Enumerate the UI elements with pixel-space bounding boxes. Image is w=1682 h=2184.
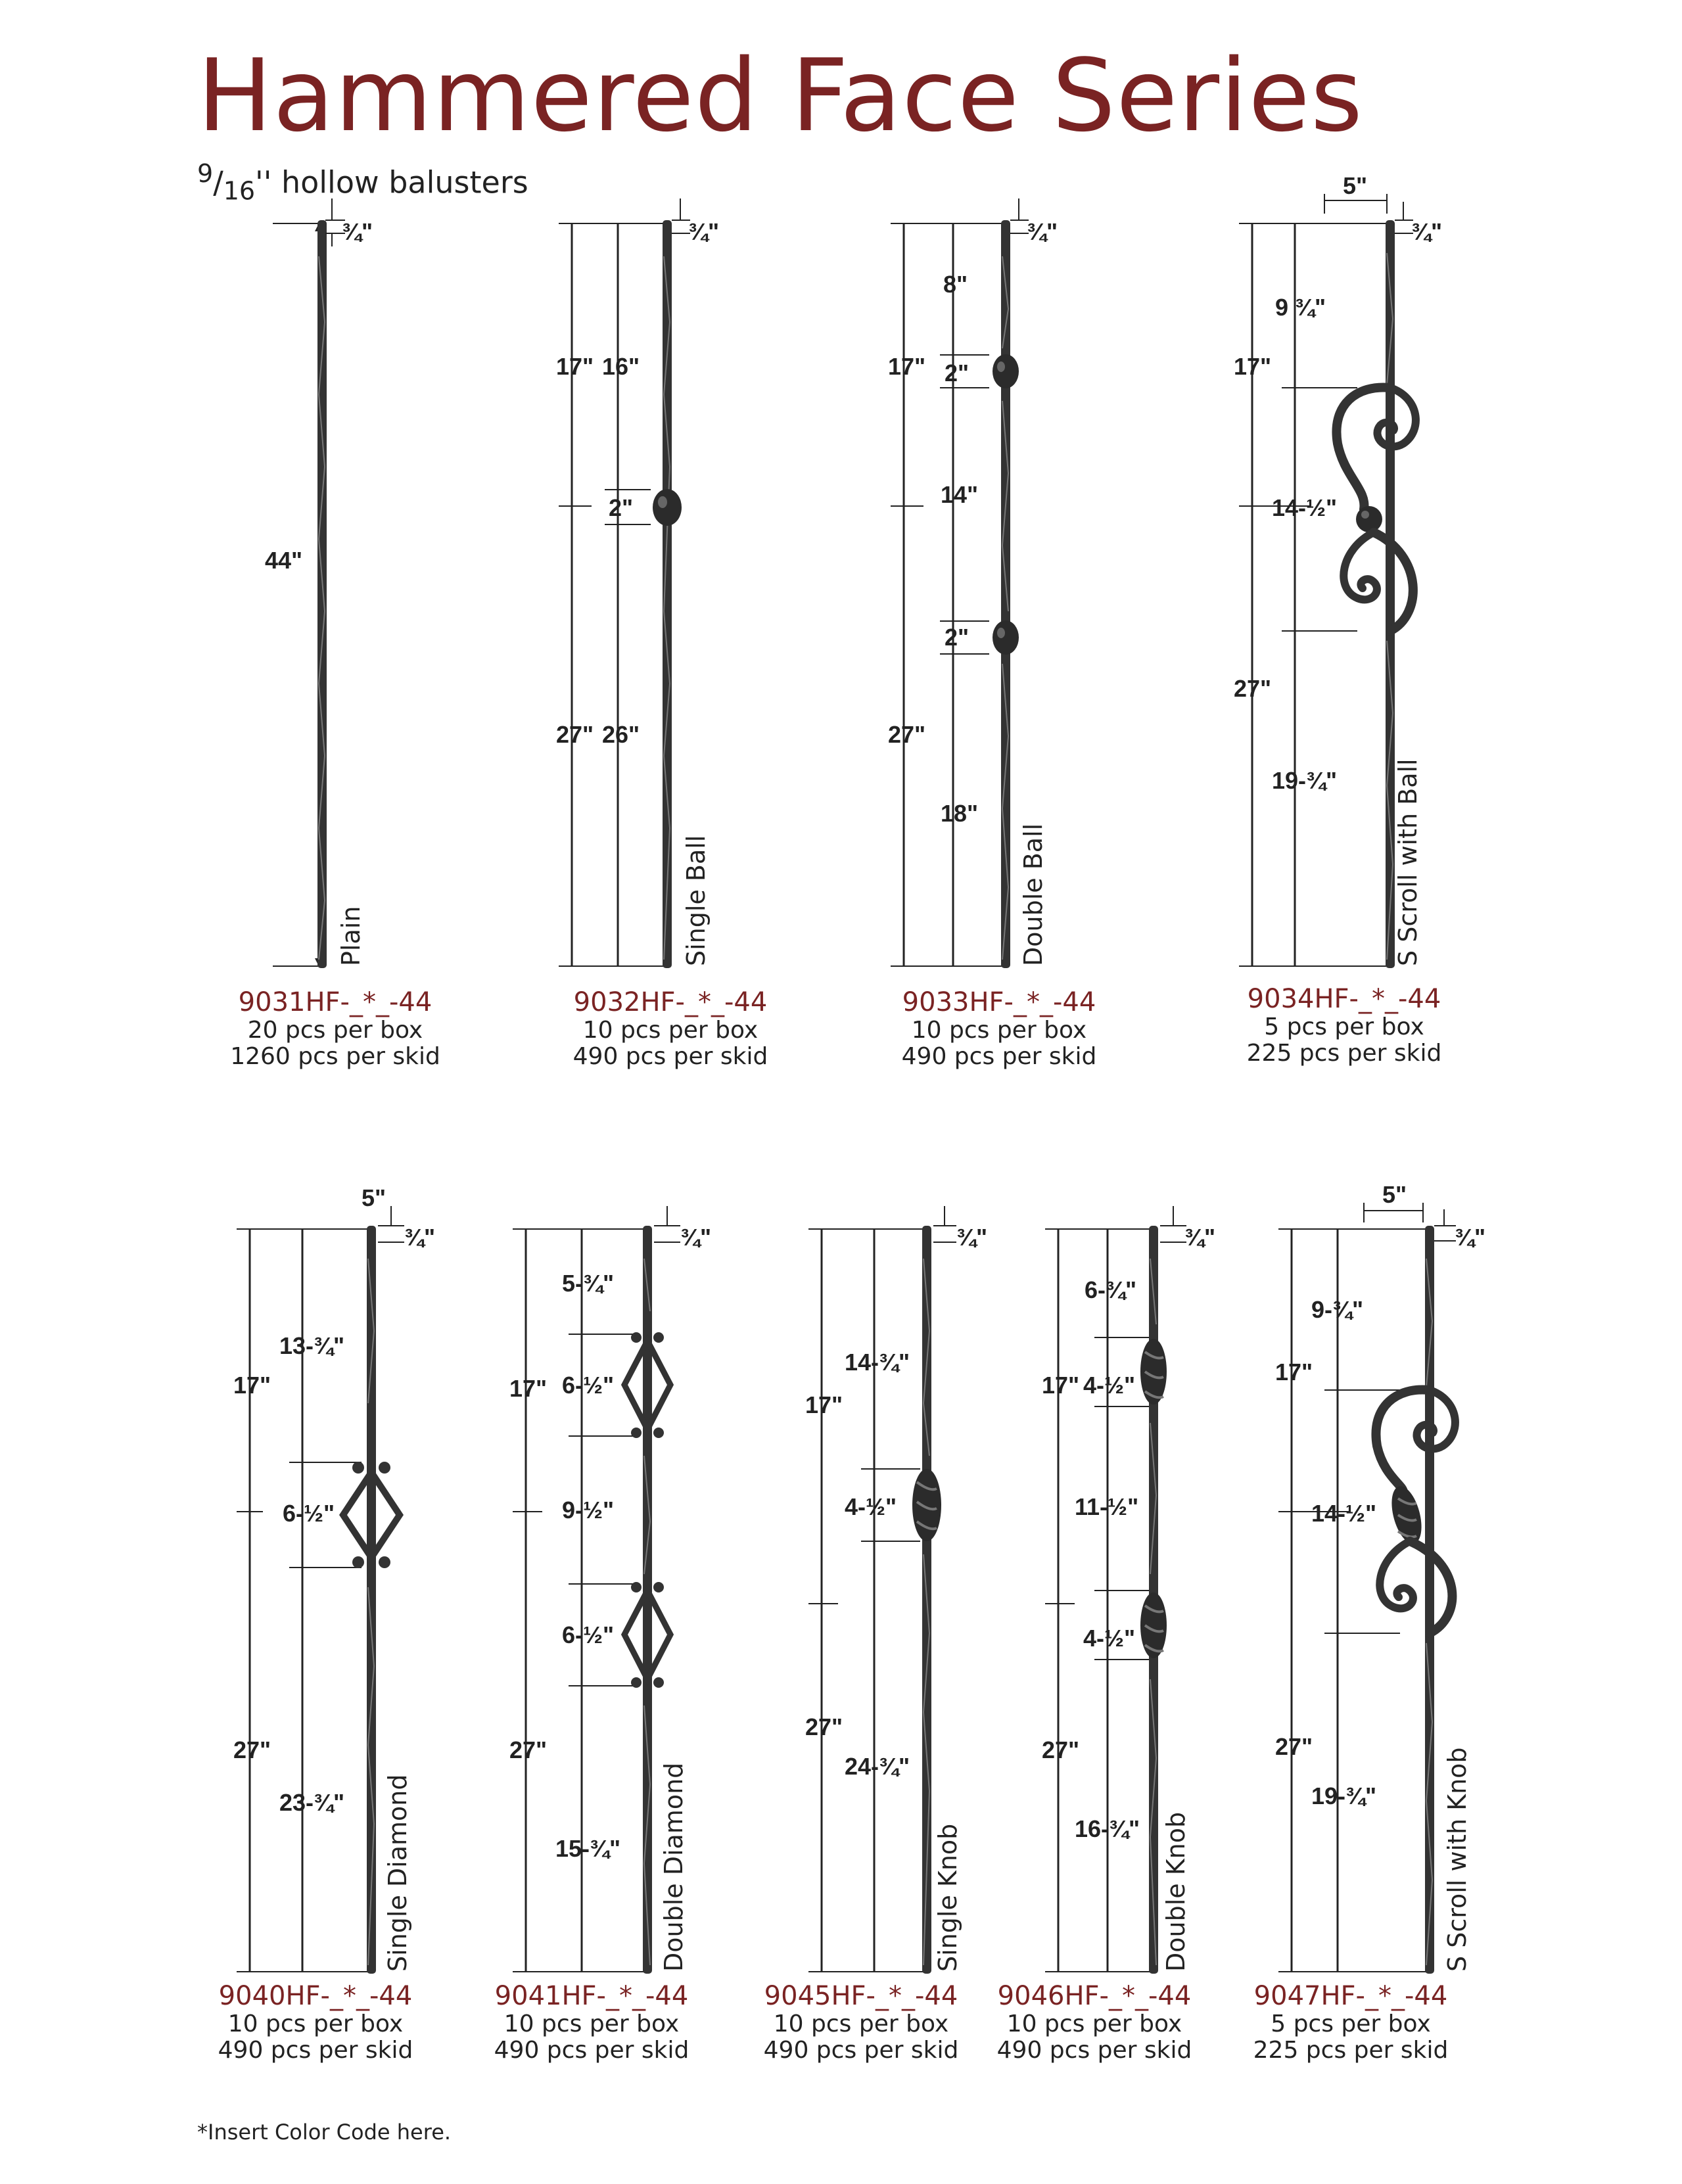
product-code: 9047HF-_*_-44 — [1253, 1981, 1448, 2011]
product-name-single-knob: Single Knob — [933, 1823, 962, 1972]
pcs-per-box: 10 pcs per box — [503, 2010, 680, 2037]
baluster-drawing-double-knob — [1039, 1180, 1236, 1991]
dim-b: 6-½" — [562, 1372, 615, 1399]
diamond-curl — [631, 1582, 642, 1592]
diamond-curl — [653, 1332, 664, 1343]
dim-a: 16" — [602, 353, 640, 380]
dim-lower: 27" — [805, 1713, 843, 1740]
dim-a: 5-¾" — [562, 1270, 615, 1297]
dim-top: ¾" — [1184, 1224, 1216, 1251]
diamond-curl — [653, 1428, 664, 1438]
dim-a: 13-¾" — [279, 1332, 345, 1359]
dim-upper: 17" — [888, 353, 926, 380]
dim-upper: 17" — [233, 1372, 271, 1399]
page-title: Hammered Face Series — [197, 37, 1364, 154]
subtitle-slash: / — [213, 164, 223, 200]
dim-lower: 27" — [1234, 675, 1272, 702]
diamond-curl — [631, 1677, 642, 1688]
product-caption-9034 — [1147, 985, 1541, 1067]
dim-b: 14-½" — [1272, 494, 1338, 521]
product-name-single-ball: Single Ball — [682, 835, 711, 966]
product-name-double-knob: Double Knob — [1161, 1811, 1190, 1972]
dim-top: ¾" — [1027, 218, 1058, 245]
dim-width: 5" — [362, 1184, 386, 1211]
dim-c: 23-¾" — [279, 1789, 345, 1816]
dim-top: ¾" — [680, 1224, 712, 1251]
dim-upper: 17" — [556, 353, 594, 380]
pcs-per-box: 5 pcs per box — [1271, 2010, 1431, 2037]
product-code: 9046HF-_*_-44 — [997, 1981, 1192, 2011]
knob-ornament-upper — [1140, 1339, 1167, 1405]
baluster-shaft — [367, 1226, 376, 1974]
ball-highlight — [997, 361, 1005, 372]
diamond-curl — [379, 1556, 390, 1568]
dim-a: 6-¾" — [1085, 1276, 1137, 1303]
product-code: 9045HF-_*_-44 — [764, 1981, 958, 2011]
product-name-s-scroll-knob: S Scroll with Knob — [1443, 1747, 1472, 1972]
baluster-drawing-double-diamond — [506, 1180, 723, 1991]
dim-c: 14" — [941, 481, 979, 508]
pcs-per-box: 10 pcs per box — [582, 1016, 759, 1044]
diamond-curl — [352, 1556, 364, 1568]
pcs-per-skid: 225 pcs per skid — [1253, 2037, 1449, 2064]
product-code: 9031HF-_*_-44 — [238, 987, 432, 1017]
pcs-per-skid: 1260 pcs per skid — [230, 1043, 440, 1071]
dim-e: 16-¾" — [1075, 1815, 1140, 1842]
scroll-upper-curl — [1416, 1390, 1455, 1449]
pcs-per-box: 10 pcs per box — [1006, 2010, 1182, 2037]
pcs-per-box: 10 pcs per box — [773, 2010, 949, 2037]
knob-ornament — [912, 1469, 941, 1541]
knob-ornament-lower — [1140, 1592, 1167, 1658]
pcs-per-skid: 490 pcs per skid — [218, 2037, 413, 2064]
ball-ornament — [1356, 506, 1382, 532]
dim-width: 5" — [1343, 172, 1368, 199]
baluster-drawing-s-scroll-knob — [1272, 1176, 1508, 1991]
dim-b: 2" — [609, 494, 634, 521]
dim-upper: 17" — [1042, 1372, 1080, 1399]
product-code: 9034HF-_*_-44 — [1247, 984, 1441, 1014]
dim-d: 6-½" — [562, 1621, 615, 1648]
product-name-double-ball: Double Ball — [1019, 823, 1048, 966]
dim-d: 2" — [945, 624, 969, 651]
baluster-shaft — [317, 220, 327, 968]
dim-c: 19-¾" — [1272, 767, 1338, 794]
dim-c: 26" — [602, 721, 640, 748]
baluster-shaft — [1425, 1226, 1434, 1974]
diamond-curl — [631, 1332, 642, 1343]
product-code: 9040HF-_*_-44 — [218, 1981, 413, 2011]
subtitle-numerator: 9 — [197, 159, 214, 188]
ball-ornament-lower — [993, 620, 1019, 655]
dim-e: 15-¾" — [555, 1835, 621, 1862]
dim-c: 9-½" — [562, 1497, 615, 1523]
product-name-plain: Plain — [337, 906, 365, 966]
baluster-drawing-single-ball — [552, 177, 749, 979]
dim-upper: 17" — [1234, 353, 1272, 380]
product-caption-9047 — [1154, 1982, 1548, 2064]
dim-top: ¾" — [956, 1224, 988, 1251]
pcs-per-box: 5 pcs per box — [1264, 1013, 1424, 1040]
product-code: 9033HF-_*_-44 — [902, 987, 1096, 1017]
baluster-drawing-single-diamond — [223, 1180, 447, 1991]
scroll-upper-curl — [1377, 388, 1415, 447]
dim-upper: 17" — [1275, 1359, 1313, 1385]
ball-highlight — [658, 496, 667, 508]
dim-c: 11-½" — [1075, 1493, 1139, 1520]
pcs-per-skid: 490 pcs per skid — [763, 2037, 959, 2064]
pcs-per-skid: 490 pcs per skid — [996, 2037, 1192, 2064]
dim-top: ¾" — [1455, 1224, 1486, 1251]
dim-c: 19-¾" — [1311, 1782, 1377, 1809]
scroll-lower-curl — [1343, 532, 1377, 599]
subtitle-denominator: 16 — [223, 176, 256, 206]
dim-b: 14-½" — [1311, 1500, 1377, 1527]
pcs-per-box: 10 pcs per box — [227, 2010, 404, 2037]
dim-e: 18" — [941, 800, 979, 827]
product-name-s-scroll-ball: S Scroll with Ball — [1393, 758, 1422, 966]
diamond-curl — [379, 1462, 390, 1474]
dim-lower: 27" — [233, 1736, 271, 1763]
ball-ornament — [653, 489, 682, 526]
product-name-double-diamond: Double Diamond — [659, 1762, 688, 1972]
dim-lower: 27" — [1275, 1733, 1313, 1760]
pcs-per-box: 10 pcs per box — [911, 1016, 1087, 1044]
dim-a: 9-¾" — [1311, 1296, 1364, 1323]
dim-lower: 27" — [1042, 1736, 1080, 1763]
ball-ornament-upper — [993, 354, 1019, 388]
pcs-per-skid: 490 pcs per skid — [901, 1043, 1097, 1071]
pcs-per-box: 20 pcs per box — [247, 1016, 423, 1044]
dim-width: 5" — [1382, 1181, 1407, 1208]
dim-d: 4-½" — [1083, 1625, 1136, 1652]
dim-b: 6-½" — [283, 1500, 335, 1527]
dim-a: 8" — [943, 271, 968, 298]
product-caption-9033 — [802, 988, 1196, 1070]
diamond-curl — [653, 1677, 664, 1688]
product-name-single-diamond: Single Diamond — [383, 1774, 412, 1972]
pcs-per-skid: 490 pcs per skid — [572, 1043, 768, 1071]
dim-lower: 27" — [888, 721, 926, 748]
dim-upper: 17" — [509, 1375, 548, 1402]
dim-top: ¾" — [342, 218, 373, 245]
diamond-curl — [631, 1428, 642, 1438]
diamond-curl — [653, 1582, 664, 1592]
pcs-per-skid: 225 pcs per skid — [1246, 1040, 1442, 1067]
baluster-drawing-single-knob — [799, 1180, 996, 1991]
dim-c: 24-¾" — [845, 1753, 910, 1780]
dim-lower: 27" — [556, 721, 594, 748]
dim-b: 4-½" — [845, 1493, 897, 1520]
ball-highlight — [997, 628, 1005, 638]
diamond-curl — [352, 1462, 364, 1474]
product-code: 9041HF-_*_-44 — [494, 1981, 689, 2011]
footnote: *Insert Color Code here. — [197, 2120, 452, 2145]
pcs-per-skid: 490 pcs per skid — [494, 2037, 689, 2064]
baluster-drawing-double-ball — [884, 177, 1081, 979]
scroll-upper-arc — [1336, 387, 1390, 509]
dim-lower: 27" — [509, 1736, 548, 1763]
knob-ornament — [1386, 1483, 1427, 1546]
dim-top: ¾" — [688, 218, 720, 245]
dim-a: 14-¾" — [845, 1349, 910, 1376]
scroll-lower-curl — [1380, 1541, 1413, 1608]
ball-highlight — [1361, 511, 1369, 519]
dim-b: 4-½" — [1083, 1372, 1136, 1399]
subtitle-text: '' hollow balusters — [255, 164, 528, 200]
dim-top: ¾" — [1411, 218, 1443, 245]
dim-upper: 17" — [805, 1391, 843, 1418]
dim-total: 44" — [265, 547, 303, 574]
baluster-drawing-plain — [246, 177, 431, 979]
dim-top: ¾" — [404, 1224, 436, 1251]
dim-b: 2" — [945, 360, 969, 386]
dim-a: 9 ¾" — [1275, 294, 1326, 321]
product-code: 9032HF-_*_-44 — [573, 987, 768, 1017]
baluster-drawing-s-scroll-ball — [1226, 168, 1462, 979]
